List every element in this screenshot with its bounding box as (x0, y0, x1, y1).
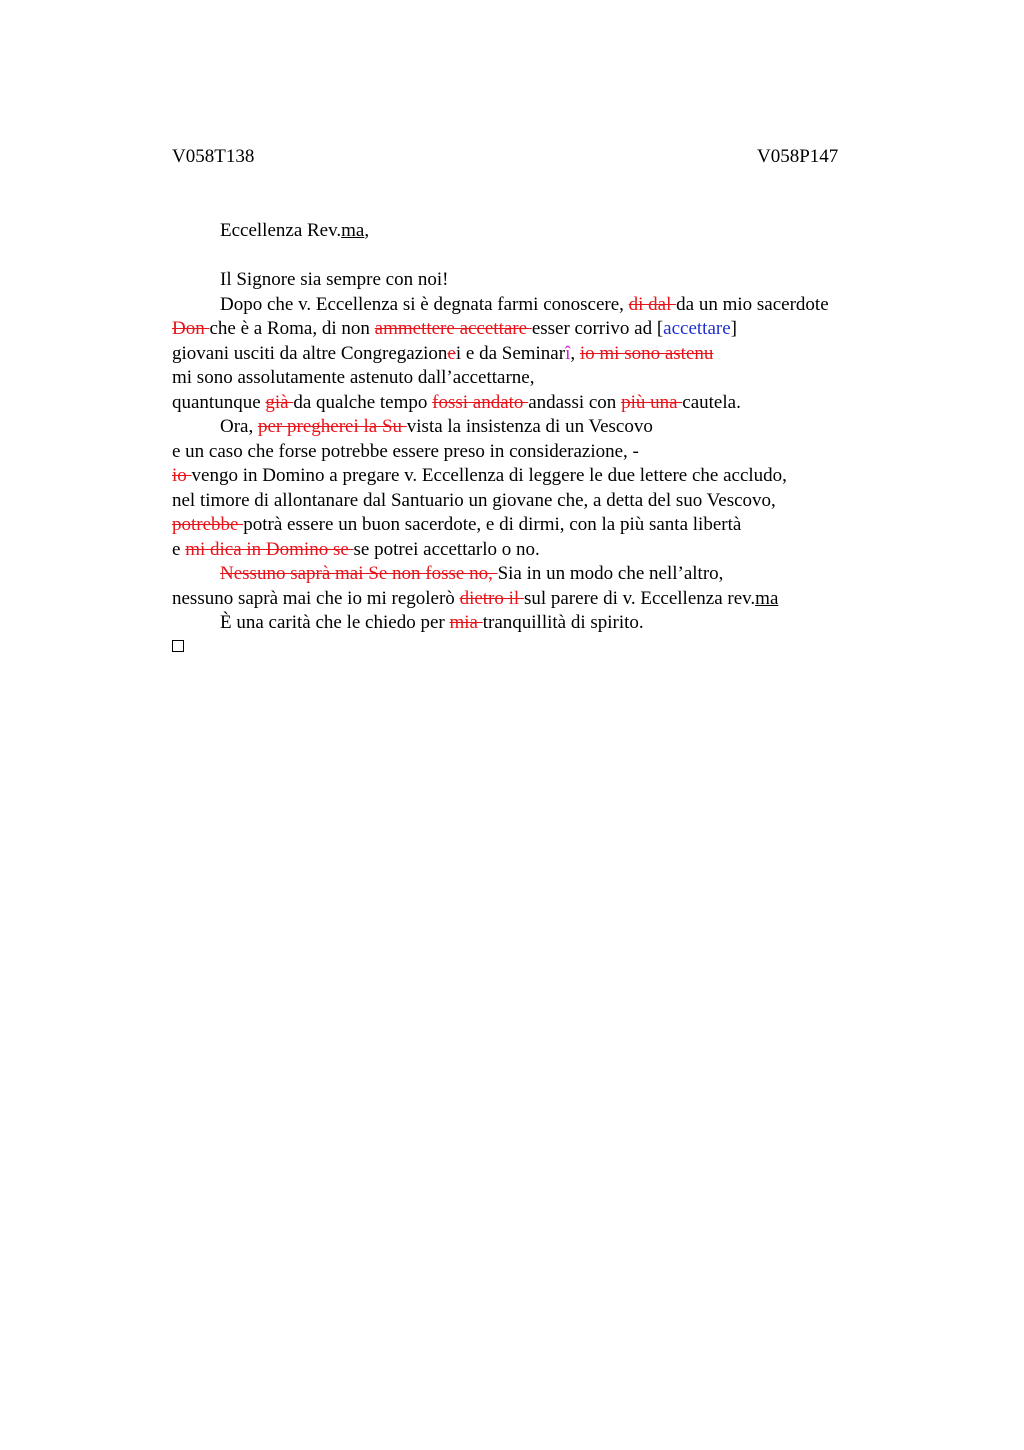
text-line (172, 464, 892, 489)
end-marker-line (172, 636, 892, 661)
text-segment: Sia in un modo che nell’altro, (497, 563, 724, 584)
text-line (172, 489, 892, 514)
text-segment: È una carità che le chiedo per (220, 612, 450, 633)
text-segment: mi sono assolutamente astenuto dall’accettarne, (172, 367, 535, 388)
text-segment: Ora, (220, 416, 258, 437)
letter-lines (172, 268, 892, 636)
deleted-text: potrebbe (172, 514, 244, 535)
text-segment: nessuno saprà mai che io mi regolerò (172, 587, 460, 609)
underlined-abbrev: ma (755, 587, 779, 609)
text-segment: vista la insistenza di un Vescovo (406, 416, 653, 437)
text-segment: esser corrivo ad [ (531, 318, 664, 339)
text-line (172, 587, 892, 612)
deleted-text: io (172, 465, 192, 486)
text-line (172, 538, 892, 563)
box-symbol-icon (172, 640, 184, 652)
letter-body (172, 219, 892, 660)
text-line (172, 293, 892, 318)
text-segment: giovani usciti da altre Congregazion (172, 342, 448, 364)
text-segment: quantunque (172, 391, 266, 413)
salutation: Eccellenza Rev.ma, (220, 220, 370, 241)
text-segment: i e da Seminar (455, 342, 566, 364)
deleted-text: fossi andato (432, 391, 529, 413)
text-segment: sul parere di v. Eccellenza rev. (523, 587, 756, 609)
deleted-text: più una (621, 391, 683, 413)
paragraph-gap (172, 244, 892, 269)
deleted-text: dietro il (459, 587, 524, 609)
text-line (172, 440, 892, 465)
text-segment: se potrei accettarlo o no. (353, 538, 540, 560)
deleted-text: mia (449, 612, 483, 633)
text-segment: e (172, 538, 186, 560)
text-line (172, 513, 892, 538)
text-segment: Dopo che v. Eccellenza si è degnata farmi conoscere, (220, 293, 629, 315)
text-line (172, 366, 892, 391)
document-code-right: V058P147 (757, 146, 839, 167)
salutation-abbrev: ma (341, 220, 365, 241)
text-segment: ] (730, 318, 737, 339)
text-segment: , (570, 342, 580, 364)
inserted-text: accettare (663, 318, 731, 339)
text-segment: Il Signore sia sempre con noi! (220, 269, 449, 290)
text-segment: tranquillità di spirito. (482, 612, 644, 633)
text-segment: e un caso che forse potrebbe essere preso in considerazione, - (172, 440, 639, 462)
text-line (172, 391, 892, 416)
text-segment: da un mio sacerdote (676, 293, 829, 315)
corrected-char: î (565, 342, 571, 364)
deleted-text: di dal (628, 293, 677, 315)
text-segment: potrà essere un buon sacerdote, e di dirmi, con la più santa libertà (243, 514, 742, 535)
deleted-text: io mi sono astenu (579, 342, 714, 364)
deleted-text: Don (172, 318, 210, 339)
document-code-left: V058T138 (172, 146, 255, 167)
text-line (172, 268, 892, 293)
text-segment: nel timore di allontanare dal Santuario un giovane che, a detta del suo Vescovo, (172, 489, 776, 511)
text-segment: che è a Roma, di non (209, 318, 375, 339)
text-segment: andassi con (528, 391, 622, 413)
text-segment: da qualche tempo (293, 391, 433, 413)
deleted-text: Nessuno saprà mai Se non fosse no, (220, 563, 498, 584)
text-line (172, 317, 892, 342)
deleted-text: ammettere accettare (374, 318, 532, 339)
deleted-text: già (265, 391, 294, 413)
deleted-text: per pregherei la Su (257, 416, 407, 437)
text-line (172, 415, 892, 440)
deleted-text: e (447, 342, 456, 364)
text-line (172, 342, 892, 367)
text-line (172, 562, 892, 587)
text-segment: cautela. (682, 391, 741, 413)
text-line (172, 611, 892, 636)
deleted-text: mi dica in Domino se (185, 538, 354, 560)
text-segment: vengo in Domino a pregare v. Eccellenza di leggere le due lettere che accludo, (191, 465, 787, 486)
